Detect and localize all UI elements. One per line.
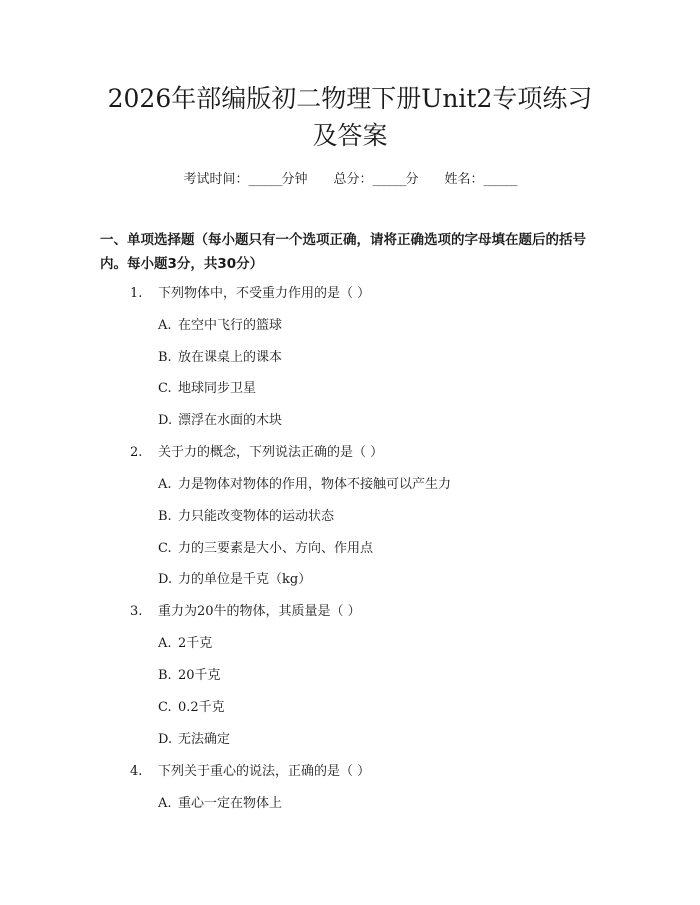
score-unit: 分	[405, 172, 419, 187]
option-text: 力只能改变物体的运动状态	[178, 509, 335, 524]
option-text: 力的单位是千克（kg）	[178, 572, 312, 587]
option-1b	[158, 346, 282, 365]
score-label: 总分：	[333, 172, 373, 187]
time-label: 考试时间：	[183, 172, 249, 187]
time-unit: 分钟	[281, 172, 308, 187]
question-text: 下列物体中，不受重力作用的是（ ）	[158, 286, 371, 301]
option-label: B.	[158, 668, 172, 683]
question-2	[130, 441, 383, 460]
exam-info-line	[0, 168, 700, 187]
title-line-1: 2026年部编版初二物理下册Unit2专项练习	[107, 84, 593, 113]
option-text: 无法确定	[178, 732, 231, 747]
option-2a	[158, 473, 451, 492]
question-text: 重力为20牛的物体，其质量是（ ）	[158, 604, 361, 619]
option-text: 放在课桌上的课本	[178, 350, 283, 365]
option-3d	[158, 728, 230, 747]
option-text: 力的三要素是大小、方向、作用点	[178, 541, 374, 556]
option-text: 在空中飞行的篮球	[178, 318, 283, 333]
option-label: C.	[158, 700, 172, 715]
option-2c	[158, 537, 373, 556]
option-3c	[158, 696, 225, 715]
option-label: C.	[158, 381, 172, 396]
option-label: A.	[158, 636, 172, 651]
option-label: A.	[158, 796, 172, 811]
option-text: 2千克	[178, 636, 213, 651]
question-number: 1.	[130, 286, 143, 301]
option-2d	[158, 568, 311, 587]
option-label: D.	[158, 413, 173, 428]
document-title	[60, 80, 640, 154]
section-heading: 一、单项选择题（每小题只有一个选项正确，请将正确选项的字母填在题后的括号内。每小题3分，共30分）	[100, 232, 586, 272]
option-label: A.	[158, 318, 172, 333]
question-4	[130, 760, 370, 779]
question-number: 2.	[130, 445, 143, 460]
name-blank: ______	[483, 172, 517, 187]
option-text: 力是物体对物体的作用，物体不接触可以产生力	[178, 477, 452, 492]
option-label: B.	[158, 350, 172, 365]
option-1a	[158, 314, 282, 333]
name-label: 姓名：	[444, 172, 484, 187]
question-3	[130, 600, 361, 619]
option-3b	[158, 664, 221, 683]
option-label: D.	[158, 572, 173, 587]
question-number: 4.	[130, 764, 143, 779]
question-text: 下列关于重心的说法，正确的是（ ）	[158, 764, 371, 779]
option-label: B.	[158, 509, 172, 524]
option-text: 地球同步卫星	[178, 381, 257, 396]
option-label: C.	[158, 541, 172, 556]
option-3a	[158, 632, 212, 651]
question-text: 关于力的概念，下列说法正确的是（ ）	[158, 445, 384, 460]
option-text: 漂浮在水面的木块	[178, 413, 283, 428]
option-text: 0.2千克	[178, 700, 225, 715]
question-number: 3.	[130, 604, 143, 619]
option-1c	[158, 377, 256, 396]
option-2b	[158, 505, 334, 524]
time-blank: ______	[248, 172, 282, 187]
question-1	[130, 282, 370, 301]
option-1d	[158, 409, 282, 428]
option-4a	[158, 792, 282, 811]
score-blank: ______	[372, 172, 406, 187]
option-label: D.	[158, 732, 173, 747]
option-label: A.	[158, 477, 172, 492]
option-text: 20千克	[178, 668, 221, 683]
title-line-2: 及答案	[312, 121, 388, 150]
option-text: 重心一定在物体上	[178, 796, 283, 811]
